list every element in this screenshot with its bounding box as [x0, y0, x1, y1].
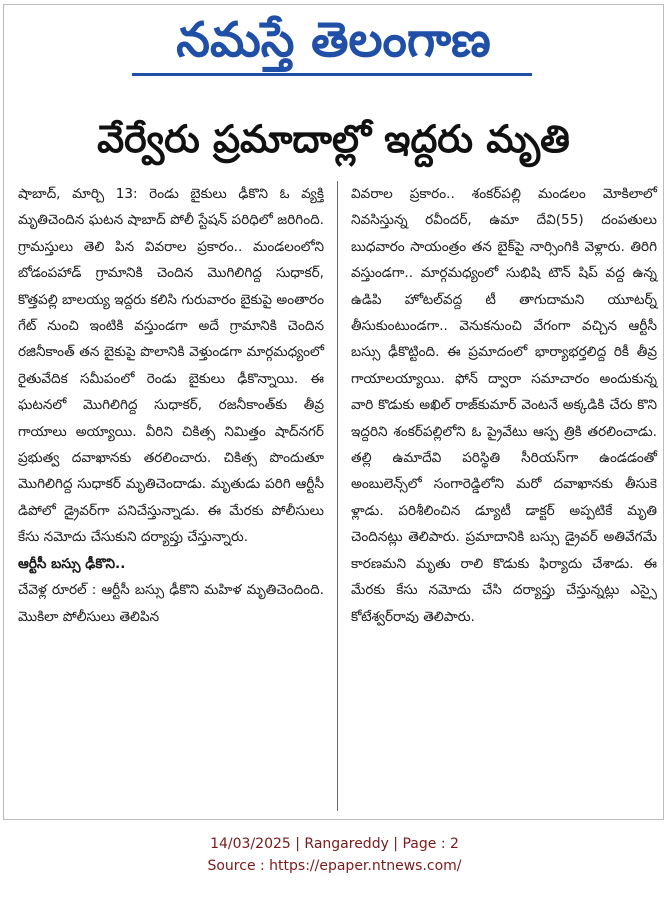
article-headline: వేర్వేరు ప్రమాదాల్లో ఇద్దరు మృతి: [97, 117, 570, 161]
edition-info: 14/03/2025 | Rangareddy | Page : 2: [210, 836, 459, 852]
article-left-column: [18, 181, 324, 630]
left-paragraph-2: చేవెళ్ల రూరల్ : ఆర్టీసీ బస్సు ఢీకొని మహిళ మృతిచెందింది. మొకిలా పోలీసులు తెలిపిన: [18, 582, 324, 625]
right-paragraph-1: వివరాల ప్రకారం.. శంకర్‌పల్లి మండలం మోకిలాలో నివసిస్తున్న రవీందర్, ఉమా దేవి(55) దంపతులు బుధవారం సాయంత్రం తన బైక్‌పై నార్సింగికి వెళ్లారు. తిరిగి వస్తుండగా.. మార్గమధ్యంలో సుభిషి టౌన్ షిప్ వద్ద ఉన్న ఉడిపి హోటల్‌వద్ద టీ తాగుదామని యూటర్న్ తీసుకుంటుండగా.. వెనుకనుంచి వేగంగా వచ్చిన ఆర్టీసీ బస్సు ఢీకొట్టింది. ఈ ప్రమాదంలో భార్యాభర్తలిద్ద రికీ తీవ్ర గాయాలయ్యాయి. ఫోన్ ద్వారా సమాచారం అందుకున్న వారి కొడుకు అఖిల్ రాజ్‌కుమార్ వెంటనే అక్కడికి చేరు కొని ఇద్దరిని శంకర్‌పల్లిలోని ఓ ప్రైవేటు ఆస్ప త్రికి తరలించాడు. తల్లి ఉమాదేవి పరిస్థితి సీరియస్‌గా ఉండడంతో అంబులెన్స్‌లో సంగారెడ్డిలోని మరో దవాఖానకు తీసుకె ళ్లాడు. పరిశీలించిన డ్యూటీ డాక్టర్ అప్పటికే మృతి చెందినట్లు తెలిపారు. ప్రమాదానికి బస్సు డ్రైవర్ అతివేగమే కారణమని మృతు రాలి కొడుకు ఫిర్యాదు చేశాడు. ఈ మేరకు కేసు నమోదు చేసి దర్యాప్తు చేస్తున్నట్లు ఎస్సై కోటేశ్వర్‌రావు తెలిపారు.: [351, 186, 657, 625]
column-divider: [337, 181, 338, 811]
newspaper-masthead: నమస్తే తెలంగాణ: [176, 12, 491, 68]
news-clipping: [3, 4, 664, 820]
masthead-underline: [132, 73, 532, 76]
article-subheading: ఆర్టీసీ బస్సు ఢీకొని..: [18, 555, 126, 572]
article-right-column: [351, 181, 657, 630]
left-paragraph-1: షాబాద్, మార్చి 13: రెండు బైకులు ఢీకొని ఓ వ్యక్తి మృతిచెందిన ఘటన షాబాద్ పోలీ స్టేషన్ పరిధిలో జరిగింది. గ్రామస్తులు తెలి పిన వివరాల ప్రకారం.. మండలంలోని బోడంపహాడ్ గ్రామానికి చెందిన మొగిలిగిద్ద సుధాకర్, కొత్తపల్లి బాలయ్య ఇద్దరు కలిసి గురువారం బైకుపై అంతారం గేట్ నుంచి ఇంటికి వస్తుండగా అదే గ్రామానికి చెందిన రజినీకాంత్ తన బైకుపై పొలానికి వెళ్తుండగా మార్గమధ్యంలో రైతువేదిక సమీపంలో రెండు బైకులు ఢీకొన్నాయి. ఈ ఘటనలో మొగిలిగిద్ద సుధాకర్, రజనీకాంత్‌కు తీవ్ర గాయాలు అయ్యాయి. వీరిని చికిత్స నిమిత్తం షాద్‌నగర్ ప్రభుత్వ దవాఖానకు తరలించారు. చికిత్స పొందుతూ మొగిలిగిద్ద సుధాకర్ మృతిచెందాడు. మృతుడు పరిగి ఆర్టీసీ డిపోలో డ్రైవర్‌గా పనిచేస్తున్నాడు. ఈ మేరకు పోలీసులు కేసు నమోదు చేసుకుని దర్యాప్తు చేస్తున్నారు.: [18, 186, 324, 546]
source-url: Source : https://epaper.ntnews.com/: [207, 858, 462, 874]
